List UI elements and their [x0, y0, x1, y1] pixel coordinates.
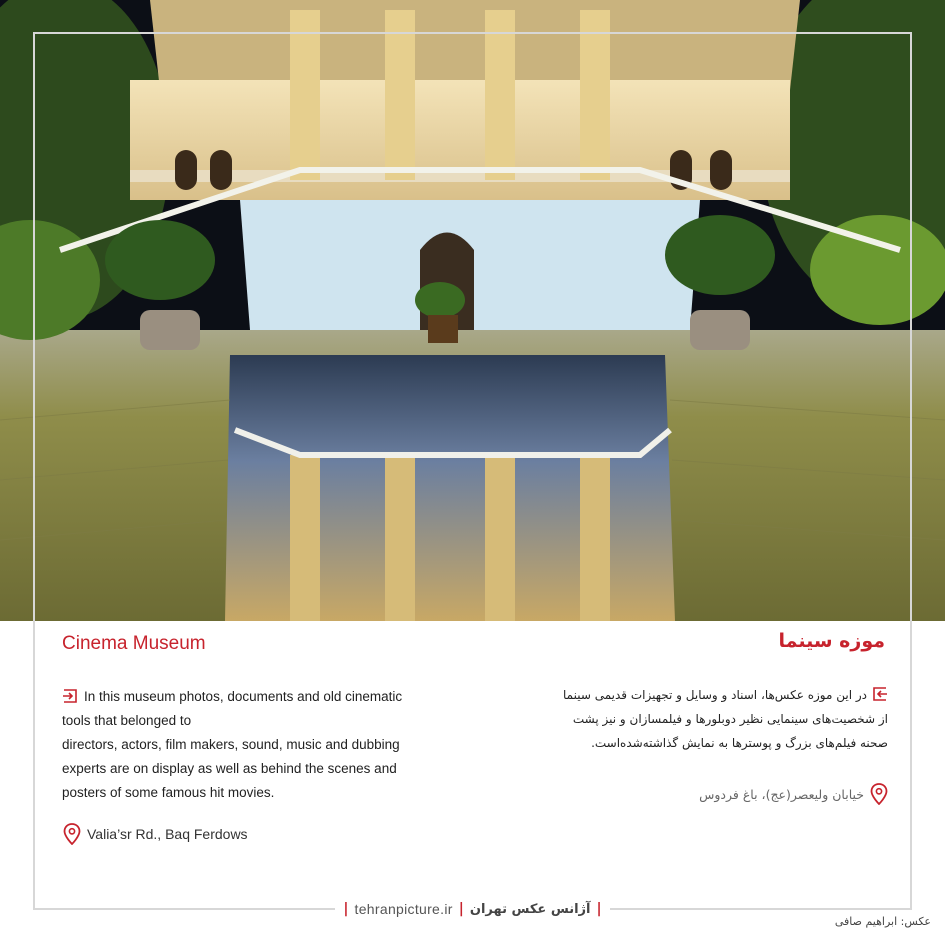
footer-content	[335, 896, 609, 922]
footer	[0, 896, 945, 922]
description-persian-line: از شخصیت‌های سینمایی نظیر دوبلورها و فیلمسازان و نیز پشت	[572, 712, 888, 726]
address-english-text: Valia’sr Rd., Baq Ferdows	[87, 826, 248, 842]
photo-credit: عکس: ابراهیم صافی	[834, 915, 931, 928]
enter-arrow-icon	[62, 689, 78, 703]
footer-website-link[interactable]: tehranpicture.ir	[354, 901, 453, 917]
footer-separator: |	[458, 901, 464, 917]
footer-agency-name: آژانس عکس تهران	[469, 901, 591, 917]
location-pin-icon	[63, 823, 81, 845]
description-persian-line: صحنه فیلم‌های بزرگ و پوستر‌ها به نمایش گذاشته‌شده‌است.	[591, 736, 888, 750]
enter-arrow-icon	[872, 687, 888, 701]
description-persian	[508, 683, 888, 755]
location-pin-icon	[870, 783, 888, 805]
description-persian-line: در این موزه عکس‌ها، اسناد و وسایل و تجهیزات قدیمی سینما	[508, 683, 888, 707]
address-english	[63, 823, 248, 845]
description-english-line: tools that belonged to	[62, 713, 192, 728]
footer-separator: |	[596, 901, 602, 917]
title-english: Cinema Museum	[62, 633, 206, 654]
footer-separator: |	[343, 901, 349, 917]
description-english-line: experts are on display as well as behind the scenes and	[62, 761, 397, 776]
description-english-line: posters of some famous hit movies.	[62, 785, 275, 800]
description-english-line: In this museum photos, documents and old cinematic	[62, 685, 450, 709]
address-persian-text: خیابان ولیعصر(عج)، باغ فردوس	[699, 786, 864, 802]
description-english-line: directors, actors, film makers, sound, music and dubbing	[62, 737, 400, 752]
title-persian: موزه سینما	[778, 630, 885, 652]
description-english	[62, 685, 450, 805]
address-persian	[699, 783, 888, 805]
